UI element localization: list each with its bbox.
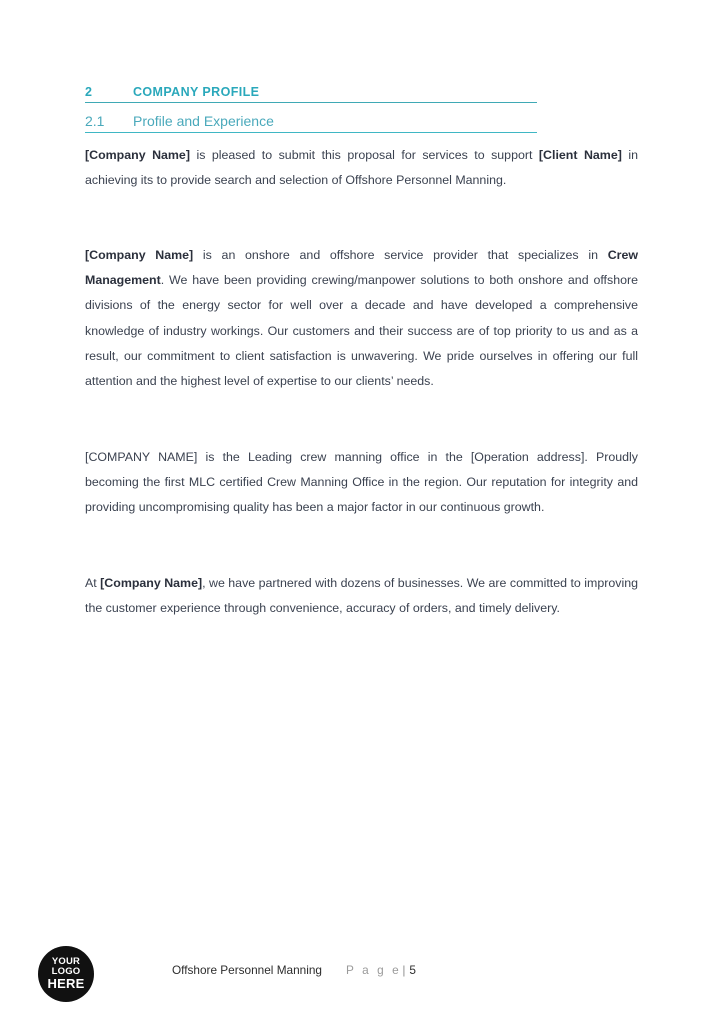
logo-line-2: LOGO bbox=[51, 966, 81, 978]
footer-page-number: 5 bbox=[409, 963, 416, 977]
footer-separator: | bbox=[402, 963, 406, 977]
paragraph-text: [COMPANY NAME] is the Leading crew manning office in the [Operation address]. Proudly becoming the first MLC certified Crew Manning Office in the region. Our reputation for integrity and providing uncompromising quality has been a major factor in our continuous growth. bbox=[85, 450, 638, 515]
paragraph-service-provider bbox=[85, 243, 638, 394]
page-footer bbox=[0, 944, 724, 1014]
logo-line-1: YOUR bbox=[51, 956, 81, 968]
subsection-heading-title: Profile and Experience bbox=[133, 113, 274, 129]
subsection-heading-number: 2.1 bbox=[85, 113, 105, 129]
footer-page-label: P a g e bbox=[345, 963, 402, 977]
section-heading bbox=[85, 85, 537, 103]
paragraph-text: [Company Name] is pleased to submit this proposal for services to support [Client Name] in achieving its to provide search and selection of Offshore Personnel Manning. bbox=[85, 148, 638, 188]
paragraph-leading-office bbox=[85, 445, 638, 521]
paragraph-text: At [Company Name], we have partnered with dozens of businesses. We are committed to improving the customer experience through convenience, accuracy of orders, and timely delivery. bbox=[85, 576, 638, 616]
section-heading-number: 2 bbox=[85, 85, 93, 99]
paragraph-text: [Company Name] is an onshore and offshore service provider that specializes in Crew Management. We have been providing crewing/manpower solutions to both onshore and offshore divisions of the energy sector for well over a decade and have developed a comprehensive knowledge of industry workings. Our customers and their success are of top priority to us and as a result, our commitment to client satisfaction is unwavering. We pride ourselves in offering our full attention and the highest level of expertise to our clients’ needs. bbox=[85, 248, 638, 389]
subsection-heading bbox=[85, 113, 537, 133]
section-heading-title: COMPANY PROFILE bbox=[133, 85, 260, 99]
logo-line-3: HERE bbox=[47, 976, 85, 992]
paragraph-partnerships bbox=[85, 571, 638, 621]
paragraph-intro bbox=[85, 143, 638, 193]
logo-placeholder-icon bbox=[38, 946, 94, 1002]
footer-text-group bbox=[172, 963, 416, 977]
footer-document-title: Offshore Personnel Manning bbox=[172, 963, 322, 977]
